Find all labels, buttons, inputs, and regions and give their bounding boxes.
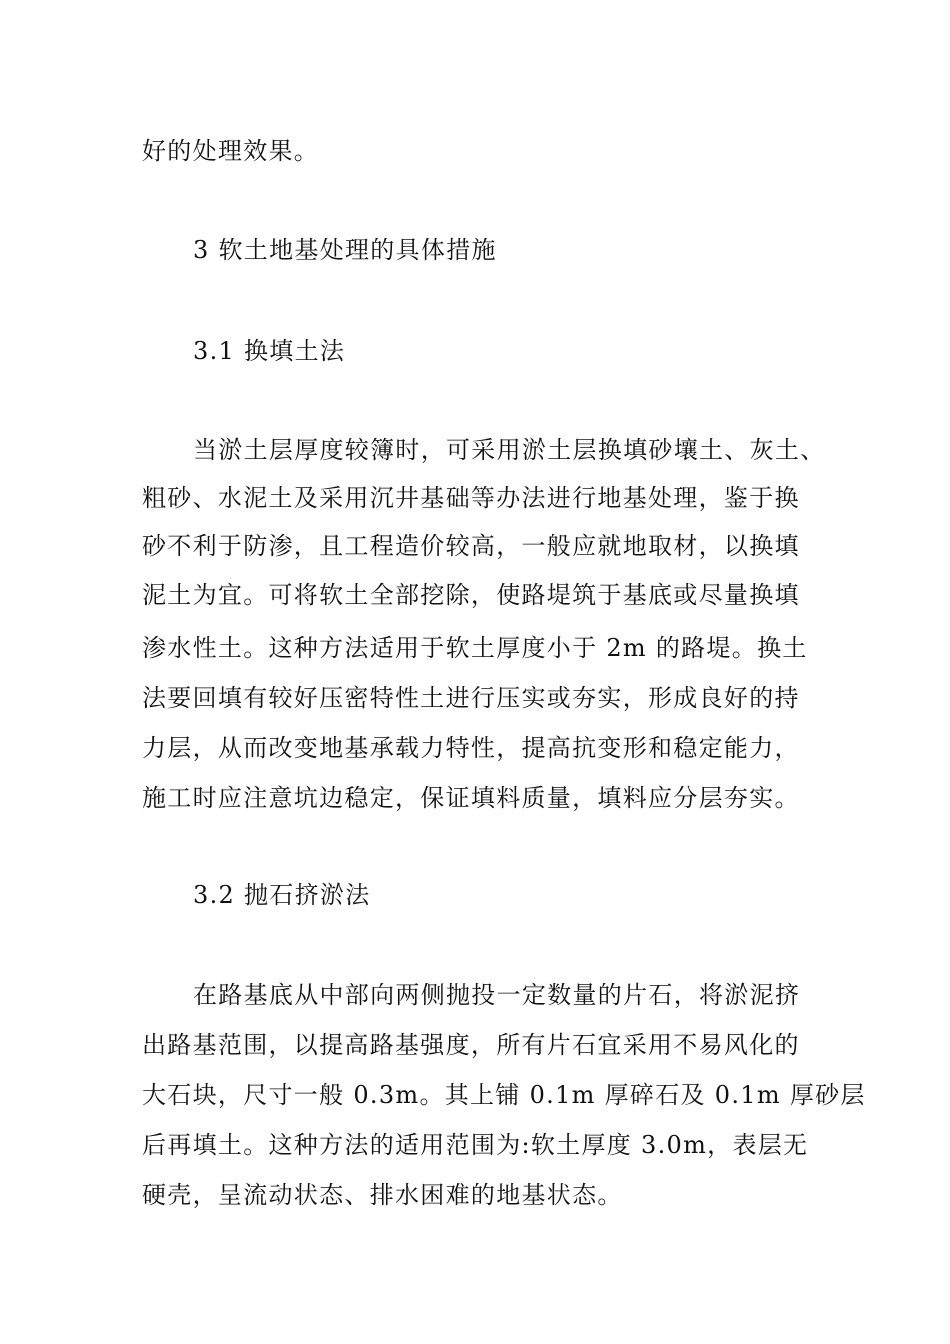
paragraph-line: 粗砂、水泥土及采用沉井基础等办法进行地基处理，鉴于换 — [142, 484, 800, 512]
subsection-heading-3-2: 3.2 抛石挤淤法 — [193, 881, 371, 909]
paragraph-line: 法要回填有较好压密特性土进行压实或夯实，形成良好的持 — [142, 684, 800, 712]
subsection-heading-3-1: 3.1 换填土法 — [193, 337, 346, 365]
paragraph-line: 在路基底从中部向两侧抛投一定数量的片石，将淤泥挤 — [193, 981, 801, 1009]
section-heading: 3 软土地基处理的具体措施 — [193, 236, 497, 264]
paragraph-line: 渗水性土。这种方法适用于软土厚度小于 2m 的路堤。换土 — [142, 634, 808, 662]
paragraph-line: 力层，从而改变地基承载力特性，提高抗变形和稳定能力， — [142, 734, 800, 762]
paragraph-line: 泥土为宜。可将软土全部挖除，使路堤筑于基底或尽量换填 — [142, 581, 800, 609]
paragraph-line: 砂不利于防渗，且工程造价较高，一般应就地取材，以换填 — [142, 532, 800, 560]
paragraph-line: 大石块，尺寸一般 0.3m。其上铺 0.1m 厚碎石及 0.1m 厚砂层 — [142, 1081, 866, 1109]
paragraph-line: 硬壳，呈流动状态、排水困难的地基状态。 — [142, 1181, 623, 1209]
paragraph-line: 施工时应注意坑边稳定，保证填料质量，填料应分层夯实。 — [142, 784, 800, 812]
paragraph-line: 后再填土。这种方法的适用范围为:软土厚度 3.0m，表层无 — [142, 1131, 809, 1159]
continuation-text: 好的处理效果。 — [142, 137, 320, 165]
paragraph-line: 出路基范围，以提高路基强度，所有片石宜采用不易风化的 — [142, 1031, 800, 1059]
paragraph-line: 当淤土层厚度较簿时，可采用淤土层换填砂壤土、灰土、 — [193, 436, 826, 464]
